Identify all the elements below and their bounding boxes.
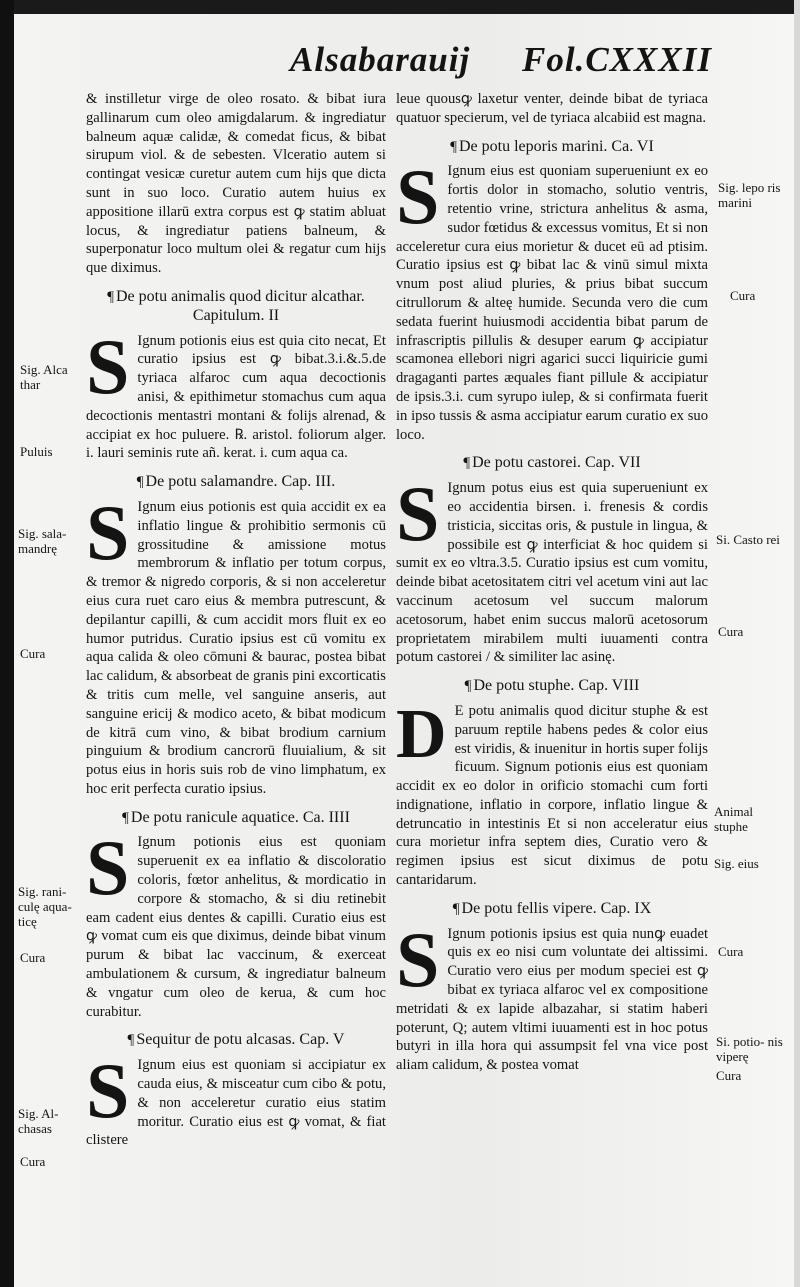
dropcap-s: S xyxy=(86,824,130,912)
chapter-6-text: Ignum eius est quoniam superueniunt ex eo fortis dolor in stomacho, solutio ventris, retentio vrine, strictura anhelitus & asma, sudor fœtidus & excessus vomitus, Et si non acceleretur cura eius morietur & ducet eū ad ptisim. Curatio ipsius est ꝙ bibat lac & vinū simul mixta vnum post aliud pluries, & prius bibat succum citrullorum & alteę humide. Secunda vero die cum sedata fuerint huiusmodi accidentia bibat parum de infrascriptis pillulis & desuper earum ꝙ accipiatur scamonea ellebori nigri agarici succi liquiricie gumi dragaganti partes æquales fiant pillule & accipiatur de ipsis.3.i. cum syrupo iulep, & si confirmata fuerit in ipso tussis & asma accipiatur earum curatio ex suo loco. xyxy=(396,163,708,443)
margin-note-sig-alcathar: Sig. Alca thar xyxy=(20,362,68,392)
margin-note-sig-eius: Sig. eius xyxy=(714,856,759,871)
margin-note-sig-alcasas: Sig. Al- chasas xyxy=(18,1106,59,1136)
pilcrow-icon: ¶ xyxy=(450,138,457,155)
pilcrow-icon: ¶ xyxy=(127,1032,135,1049)
pilcrow-icon: ¶ xyxy=(107,288,114,305)
dropcap-s: S xyxy=(396,153,440,241)
chapter-8-body xyxy=(396,695,708,890)
chapter-heading-5 xyxy=(86,1031,386,1050)
left-column xyxy=(86,90,386,1150)
chapter-heading-3 xyxy=(86,473,386,492)
margin-note-puluis: Puluis xyxy=(20,444,53,459)
chapter-heading-2-text: De potu animalis quod dicitur alcathar. Capitulum. II xyxy=(115,287,365,324)
scan-right-edge xyxy=(794,0,800,1287)
margin-note-cura: Cura xyxy=(716,1068,742,1083)
chapter-3-text: Ignum eius potionis est quia accidit ex ea inflatio lingue & prohibitio sermonis cū grossitudine & amissione motus membrorum & inflatio per totum corpus, & tremor & nigredo corporis, & si non acceleretur eius cura ruet caro eius & membra putrescunt, & depilantur capilli, & cum accidit mors fluit ex eo humor putridus. Curatio ipsius est cū vomitu ex aqua calida & oleo cōmuni & baurac, postea bibat lac calidum, & absorbeat de granis pini excorticatis & tritis cum melle, vel sanguine anseris, aut sanguine ericij & modico aceto, & bibat modicum de kitrā cum vino, & bibat brodium carnium pinguium & brodium cancrorū fluuialium, & sit potus eius in horis suis rob de vino limphatum, ex hoc erit perfecta curatio ipsius. xyxy=(86,498,386,797)
chapter-heading-7 xyxy=(396,454,708,473)
margin-note-si-potio: Si. potio- nis viperę xyxy=(716,1034,783,1064)
dropcap-s: S xyxy=(86,1047,130,1135)
dropcap-s: S xyxy=(396,915,440,1003)
chapter-heading-3-text: De potu salamandre. Cap. III. xyxy=(145,473,336,491)
folio-number: Fol.CXXXII xyxy=(522,40,712,79)
chapter-5-body xyxy=(86,1047,386,1150)
chapter-9-text: Ignum potionis ipsius est quia nunꝙ euadet quis ex eo nisi cum voluntate dei altissimi. Curatio vero eius per modum speciei est ꝙ bibat ex tyriaca alfaroc vel ex compositione metridati & ex lapide albazahar, si statim haberi poterunt, Q; autem vltimi iuuamenti est in hoc potus butyri in illa hora qui assumpsit fel vna vice post aliam calidum, & postea vomat xyxy=(396,925,708,1074)
chapter-heading-9 xyxy=(396,900,708,919)
pilcrow-icon: ¶ xyxy=(136,474,144,491)
chapter-7-body xyxy=(396,470,708,667)
margin-note-cura: Cura xyxy=(730,288,756,303)
margin-note-sig-ranicule: Sig. rani- culę aqua- ticę xyxy=(18,884,72,929)
right-column xyxy=(396,90,708,1075)
chapter-heading-8-text: De potu stuphe. Cap. VIII xyxy=(473,677,640,695)
pilcrow-icon: ¶ xyxy=(464,678,472,695)
chapter-2-body xyxy=(86,322,386,464)
chapter-heading-4 xyxy=(86,809,386,828)
chapter-4-text: Ignum potionis eius est quoniam superuenit ex ea inflatio & discoloratio coloris, fœtor anhelitus, & mordicatio in corpore & stomacho, & si diu retinebit eam cadent eius dentes & capilli. Curatio eius est ꝙ vomat cum eis que diximus, deinde bibat vinum purum & bibat lac vaccinum, & exerceat ambulationem & cursum, & ingrediatur balneum & vngatur cum oleo de kerua, & cum hoc curabitur. xyxy=(86,834,386,1020)
chapter-5-text: Ignum eius est quoniam si accipiatur ex cauda eius, & misceatur cum cibo & potu, & non acceleretur curatio eius statim moritur. Curatio eius est ꝙ vomat, & fiat clistere xyxy=(86,1057,386,1149)
chapter-9-body xyxy=(396,915,708,1075)
chapter-heading-4-text: De potu ranicule aquatice. Ca. IIII xyxy=(130,808,350,826)
chapter-heading-9-text: De potu fellis vipere. Cap. IX xyxy=(461,899,652,917)
scan-gutter xyxy=(0,0,14,1287)
margin-note-si-castorei: Si. Casto rei xyxy=(716,532,780,547)
pilcrow-icon: ¶ xyxy=(452,900,460,917)
chapter-heading-2 xyxy=(86,288,386,326)
dropcap-s: S xyxy=(86,488,130,576)
chapter-heading-6 xyxy=(396,138,708,157)
pilcrow-icon: ¶ xyxy=(122,809,129,826)
chapter-3-body xyxy=(86,488,386,799)
right-intro-text: leue quousꝙ laxetur venter, deinde bibat de tyriaca quatuor specierum, vel de tyriaca alcabiid est magna. xyxy=(396,91,708,126)
margin-note-cura: Cura xyxy=(20,1154,46,1169)
chapter-4-body xyxy=(86,824,386,1021)
margin-note-cura: Cura xyxy=(718,944,744,959)
margin-note-sig-leporis: Sig. lepo ris marini xyxy=(718,180,781,210)
chapter-heading-7-text: De potu castorei. Cap. VII xyxy=(472,454,641,472)
chapter-heading-5-text: Sequitur de potu alcasas. Cap. V xyxy=(136,1031,345,1049)
dropcap-s: S xyxy=(86,322,130,410)
scan-top-edge xyxy=(0,0,800,14)
chapter-2-text: Ignum potionis eius est quia cito necat, Et curatio ipsius est ꝙ bibat.3.i.&.5.de tyriaca alfaroc cum aqua decoctionis anisi, & epithimetur stomachus cum aqua decoctionis mentastri montani & folijs alrenad, & accipiat ex hoc puluere. ℞. aristol. foliorum alger. i. lauri seminis rute añ. kerat. i. cum aqua ca. xyxy=(86,332,386,462)
chapter-heading-6-text: De potu leporis marini. Ca. VI xyxy=(459,137,654,155)
left-intro-text: & instilletur virge de oleo rosato. & bibat iura gallinarum cum oleo amigdalarum. & ingrediatur balneum aquæ calidæ, & comedat ficus, & bibat sirupum viol. & de sebesten. Vlceratio autem si contingat vesicæ curetur autem cum hijs que dicta sunt in suo loco. Curatio autem huius ex appositione illarū extra corpus est ꝙ statim abluat locus, & ingrediatur patiens balneum, & superponatur loco multum olei & regatur cum hijs que diximus. xyxy=(86,91,386,277)
dropcap-d: D xyxy=(396,695,447,773)
chapter-7-text: Ignum potus eius est quia superueniunt ex eo accidentia birsen. i. frenesis & cordis tristicia, siccitas oris, & pustule in lingua, & possibile est ꝙ interficiat & hoc quidem si sumit ex eo vltra.3.5. Curatio ipsius est cum vomitu, deinde bibat acetositatem citri vel acetum vini aut lac vaccinum acetosum vel succum malorum acetosorum, habet enim succus malorū acetosorum proprietatem mirabilem multi iuuamenti contra potum castorei / & similiter lac asinę. xyxy=(396,480,708,666)
margin-note-cura: Cura xyxy=(20,950,46,965)
margin-note-animal-stuphe: Animal stuphe xyxy=(714,804,753,834)
margin-note-cura: Cura xyxy=(20,646,46,661)
margin-note-cura: Cura xyxy=(718,624,744,639)
chapter-heading-8 xyxy=(396,677,708,696)
dropcap-s: S xyxy=(396,470,440,558)
pilcrow-icon: ¶ xyxy=(463,455,471,472)
running-head-title: Alsabarauij xyxy=(290,40,471,79)
chapter-6-body xyxy=(396,153,708,444)
chapter-8-text: E potu animalis quod dicitur stuphe & est paruum reptile habens pedes & color eius est viridis, & inuenitur in hortis super folijs ficuum. Signum potionis eius est quoniam accidit ex eo dolor in orificio stomachi cum forti indignatione, inflatio in corpore, inflatio lingue & detruncatio in intestinis Et si non acceleratur eius cura morietur infra septem dies, Curatio vero & regimen ipsius est sicut diximus de potu cantaridarum. xyxy=(396,702,708,889)
margin-note-sig-salamandre: Sig. sala- mandrę xyxy=(18,526,67,556)
